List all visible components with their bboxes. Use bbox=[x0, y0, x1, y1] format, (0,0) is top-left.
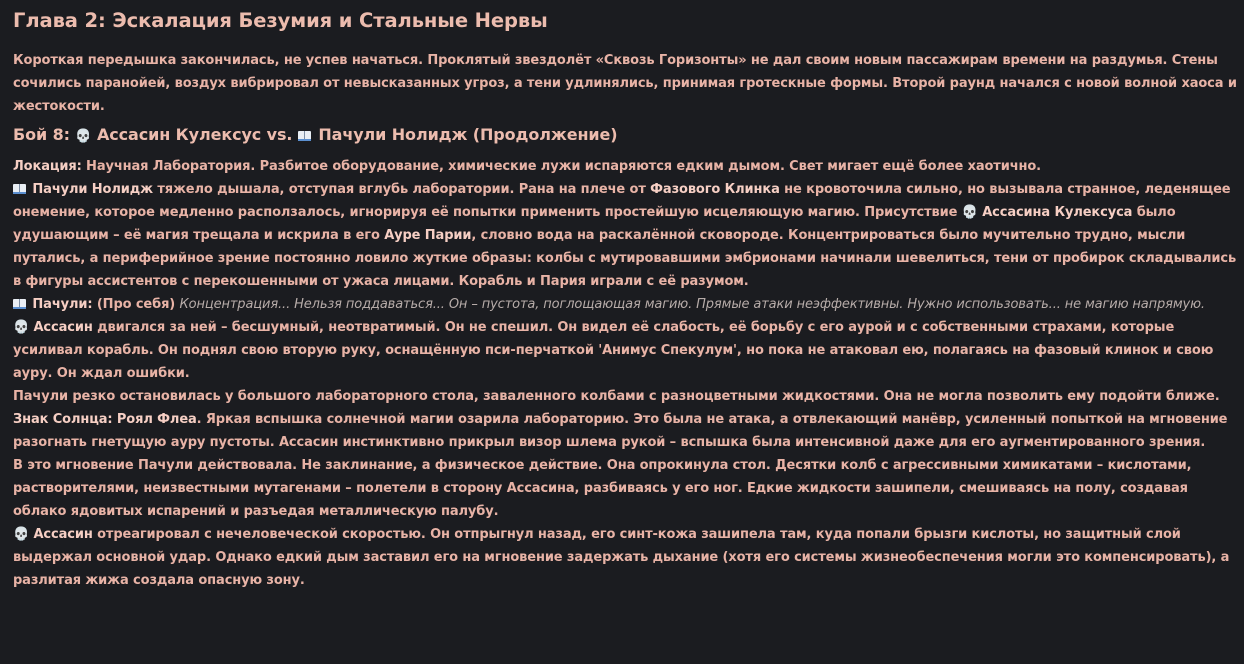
action-paragraph: В это мгновение Пачули действовала. Не заклинание, а физическое действие. Она опрокинула стол. Десятки колб с агрессивными химикатами – кислотами, растворителями, неизвестными мутагенами – полетели в сторону Ассасина, разбиваясь у его ног. Едкие жидкости зашипели, смешиваясь на полу, создавая облако ядовитых испарений и разъедая металлическую палубу. bbox=[13, 458, 1192, 519]
fight-patchouli: Пачули Нолидж (Продолжение) bbox=[318, 125, 618, 144]
skull-icon: 💀 bbox=[961, 205, 978, 220]
intro-paragraph: Короткая передышка закончилась, не успев начаться. Проклятый звездолёт «Сквозь Горизонты» не дал своим новым пассажирам времени на раздумья. Стены сочились паранойей, воздух вибрировал от невысказанных угроз, а тени удлинялись, принимая гротескные формы. Второй раунд начался с новой волной хаоса и жестокости. bbox=[13, 53, 1237, 114]
weapon-name: Фазового Клинка bbox=[650, 182, 780, 197]
book-icon bbox=[13, 299, 26, 309]
assassin-name: Ассасин bbox=[33, 320, 93, 335]
text-run: отреагировал с нечеловеческой скоростью. Он отпрыгнул назад, его синт-кожа зашипела там, куда попали брызги кислоты, но защитный слой выдержал основной удар. Однако едкий дым заставил его на мгновение задержать дыхание (хотя его системы жизнеобеспечения могли это компенсировать), а разлитая жижа создала опасную зону. bbox=[13, 527, 1230, 588]
skull-icon: 💀 bbox=[13, 320, 30, 335]
book-icon bbox=[298, 131, 311, 141]
text-run: двигался за ней – бесшумный, неотвратимый. Он не спешил. Он видел её слабость, её борьбу с его аурой и с собственными страхами, которые усиливал корабль. Он поднял свою вторую руку, оснащённую пси-перчаткой 'Анимус Спекулум', но пока не атаковал ею, полагаясь на фазовый клинок и свою ауру. Он ждал ошибки. bbox=[13, 320, 1214, 381]
skull-icon: 💀 bbox=[13, 527, 30, 542]
book-icon bbox=[13, 184, 26, 194]
text-run: . Яркая вспышка солнечной магии озарила лабораторию. Это была не атака, а отвлекающий манёвр, усиленный попыткой на мгновение разогнать гнетущую ауру пустоты. Ассасин инстинктивно прикрыл визор шлема рукой – вспышка была интенсивной даже для его аугментированного зрения. bbox=[13, 412, 1228, 450]
location-label: Локация: bbox=[13, 159, 82, 174]
patchouli-paragraph bbox=[13, 178, 1237, 293]
chapter-article bbox=[13, 2, 1237, 592]
patchouli-name: Пачули Нолидж bbox=[32, 182, 153, 197]
assassin-name: Ассасина Кулексуса bbox=[982, 205, 1133, 220]
text-run: Пачули резко остановилась у большого лабораторного стола, заваленного колбами с разноцветными жидкостями. Она не могла позволить ему подойти ближе. bbox=[13, 389, 1220, 404]
aura-name: Ауре Парии bbox=[384, 228, 472, 243]
speaker-name: Пачули: bbox=[32, 297, 93, 312]
inner-thought: Концентрация... Нельзя поддаваться... Он – пустота, поглощающая магию. Прямые атаки неэффективны. Нужно использовать... не магию напрямую. bbox=[179, 297, 1205, 312]
assassin-name: Ассасин bbox=[33, 527, 93, 542]
aside-text: (Про себя) bbox=[92, 297, 180, 312]
text-run: не кровоточила сильно, но вызывала странное, леденящее онемение, которое медленно расползалось, игнорируя её попытки применить простейшую исцеляющую магию. Присутствие bbox=[13, 182, 1231, 220]
assassin-paragraph bbox=[13, 316, 1237, 385]
location-text: Научная Лаборатория. Разбитое оборудование, химические лужи испаряются едким дымом. Свет мигает ещё более хаотично. bbox=[81, 159, 1042, 174]
text-run: , словно вода на раскалённой сковороде. Концентрироваться было мучительно трудно, мысли путались, а периферийное зрение постоянно ловило жуткие образы: колбы с мутировавшими эмбрионами начинали шевелиться, тени от пробирок складывались в фигуры ассистентов с перекошенными от ужаса лицами. Корабль и Пария играли с её разумом. bbox=[13, 228, 1237, 289]
skull-icon: 💀 bbox=[75, 129, 92, 144]
text-run: было удушающим – её магия трещала и искрила в его bbox=[13, 205, 1176, 243]
text-run: тяжело дышала, отступая вглубь лаборатории. Рана на плече от bbox=[152, 182, 651, 197]
fight-heading bbox=[13, 123, 1237, 149]
spell-name: Знак Солнца: Роял Флеа bbox=[13, 412, 197, 427]
spell-paragraph bbox=[13, 385, 1237, 454]
chapter-title: Глава 2: Эскалация Безумия и Стальные Нервы bbox=[13, 9, 548, 32]
location-paragraph bbox=[13, 155, 1237, 178]
fight-assassin: Ассасин Кулексус vs. bbox=[96, 125, 293, 144]
thought-paragraph bbox=[13, 293, 1237, 316]
fight-prefix: Бой 8: bbox=[13, 125, 70, 144]
reaction-paragraph bbox=[13, 523, 1237, 592]
